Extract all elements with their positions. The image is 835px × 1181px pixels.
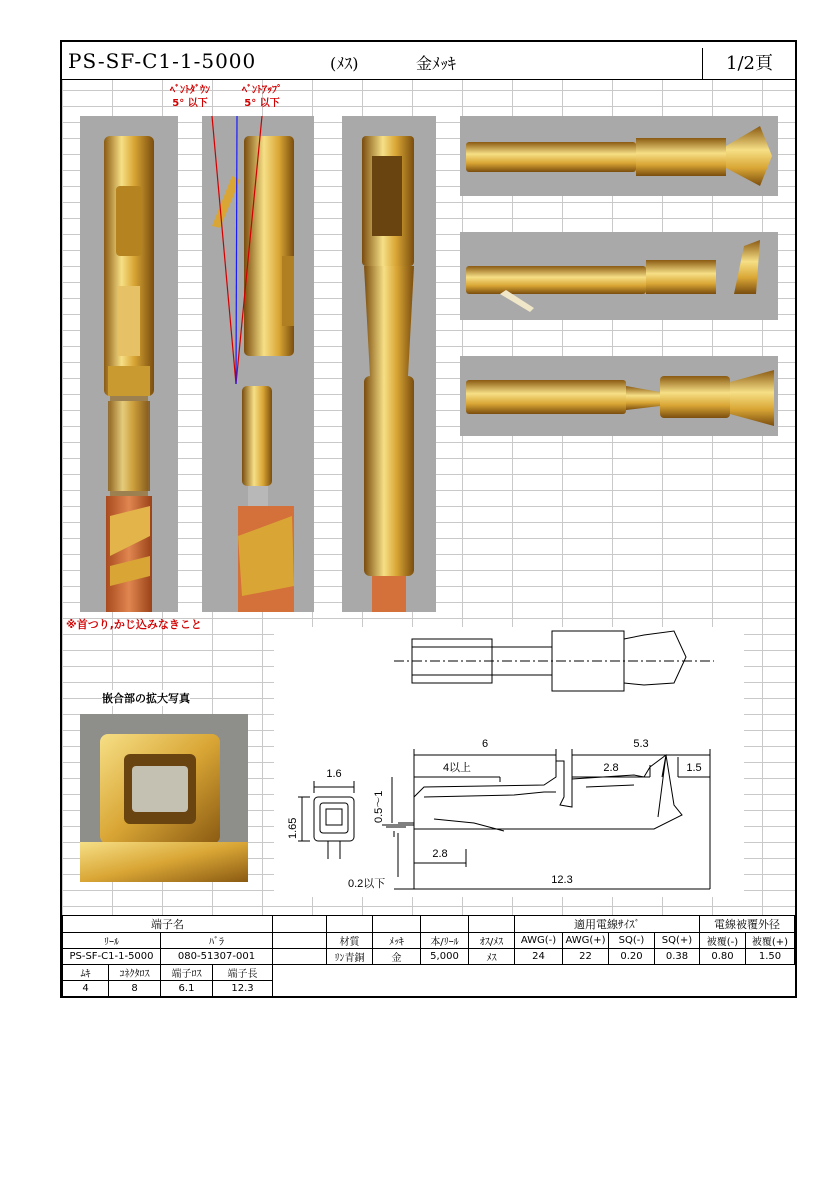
dim-1-5: 1.5 <box>686 762 702 774</box>
gender-label: (ﾒｽ) <box>330 54 359 73</box>
bend-down-note <box>170 84 210 110</box>
photo-side-view <box>202 116 314 612</box>
bend-up-note <box>242 84 282 110</box>
insulation-min-value: 0.80 <box>700 949 746 965</box>
warning-note: ※首つり,かじ込みなきこと <box>66 618 202 631</box>
dim-4-min: 4以上 <box>442 762 472 774</box>
spec-table <box>62 915 795 997</box>
per-reel-header: 本/ﾘｰﾙ <box>421 933 469 949</box>
sex-value: ﾒｽ <box>469 949 515 965</box>
table-row <box>63 916 795 933</box>
dim-6: 6 <box>481 738 489 750</box>
dim-5-3: 5.3 <box>633 738 649 750</box>
reel-header: ﾘｰﾙ <box>63 933 161 949</box>
page-number: 1/2頁 <box>702 48 796 79</box>
material-value: ﾘﾝ青銅 <box>327 949 373 965</box>
pitch-value: 4 <box>63 981 109 997</box>
insulation-od-header: 電線被覆外径 <box>700 916 795 933</box>
technical-drawing <box>274 627 744 897</box>
photo-enlarged-mating <box>80 714 248 882</box>
photo-middle-horizontal <box>460 232 778 320</box>
dim-2-8-bottom: 2.8 <box>432 848 448 860</box>
insulation-max-value: 1.50 <box>746 949 795 965</box>
loose-header: ﾊﾞﾗ <box>161 933 273 949</box>
photo-back-view <box>342 116 436 612</box>
bend-down-value: 5° 以下 <box>172 98 208 109</box>
table-row <box>63 981 795 997</box>
part-number-title: PS-SF-C1-1-5000 <box>68 49 257 73</box>
per-reel-value: 5,000 <box>421 949 469 965</box>
spec-sheet <box>60 40 797 998</box>
terminal-length-value: 12.3 <box>213 981 273 997</box>
awg-max-value: 22 <box>563 949 609 965</box>
loose-code: 080-51307-001 <box>161 949 273 965</box>
sq-min-value: 0.20 <box>609 949 655 965</box>
terminal-loss-header: 端子ﾛｽ <box>161 965 213 981</box>
connector-loss-value: 8 <box>109 981 161 997</box>
terminal-loss-value: 6.1 <box>161 981 213 997</box>
dim-0-2-max: 0.2以下 <box>348 878 386 890</box>
awg-max-header: AWG(+) <box>563 933 609 949</box>
sex-header: ｵｽ/ﾒｽ <box>469 933 515 949</box>
title-bar <box>62 42 795 80</box>
dim-2-8-top: 2.8 <box>603 762 619 774</box>
material-header: 材質 <box>327 933 373 949</box>
table-row <box>63 933 795 949</box>
sq-max-value: 0.38 <box>655 949 700 965</box>
insulation-min-header: 被覆(-) <box>700 933 746 949</box>
bend-up-value: 5° 以下 <box>244 98 280 109</box>
sq-min-header: SQ(-) <box>609 933 655 949</box>
dim-1-65: 1.65 <box>287 817 299 839</box>
table-row <box>63 965 795 981</box>
reel-code: PS-SF-C1-1-5000 <box>63 949 161 965</box>
table-row <box>63 949 795 965</box>
photo-front-view <box>80 116 178 612</box>
plating-value: 金 <box>373 949 421 965</box>
plating-header: ﾒｯｷ <box>373 933 421 949</box>
bend-down-label: ﾍﾞﾝﾄﾀﾞｳﾝ <box>170 85 210 96</box>
connector-loss-header: ｺﾈｸﾀﾛｽ <box>109 965 161 981</box>
bend-up-label: ﾍﾞﾝﾄｱｯﾌﾟ <box>242 85 282 96</box>
insulation-max-header: 被覆(+) <box>746 933 795 949</box>
terminal-length-header: 端子長 <box>213 965 273 981</box>
awg-min-value: 24 <box>515 949 563 965</box>
sq-max-header: SQ(+) <box>655 933 700 949</box>
dim-12-3: 12.3 <box>551 874 573 886</box>
awg-min-header: AWG(-) <box>515 933 563 949</box>
photo-top-horizontal <box>460 116 778 196</box>
pitch-header: ﾑｷ <box>63 965 109 981</box>
terminal-name-header: 端子名 <box>63 916 273 933</box>
dim-1-6: 1.6 <box>326 768 342 780</box>
applicable-wire-header: 適用電線ｻｲｽﾞ <box>515 916 700 933</box>
plating-label: 金ﾒｯｷ <box>416 54 457 73</box>
enlarged-caption: 嵌合部の拡大写真 <box>102 692 190 705</box>
dim-0-5-1: 0.5～1 <box>373 790 385 823</box>
photo-bottom-horizontal <box>460 356 778 436</box>
